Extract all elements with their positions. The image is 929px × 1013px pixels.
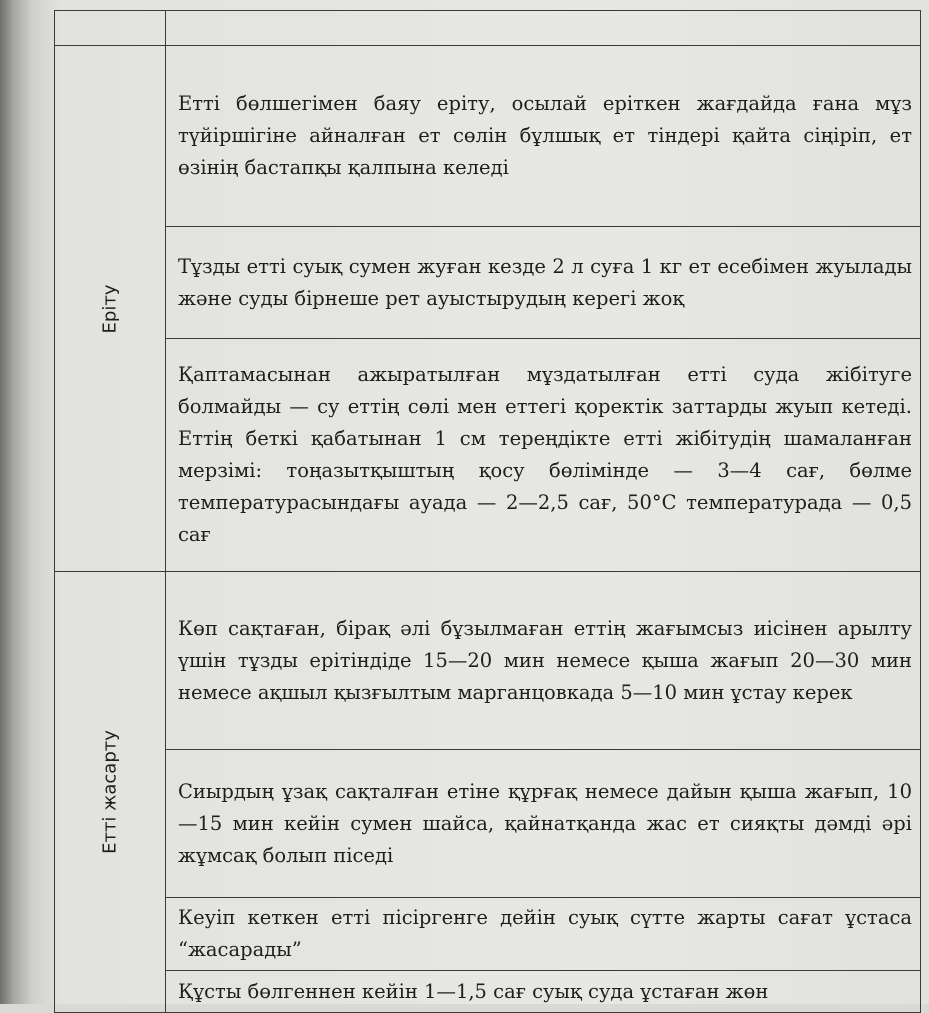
table-cell: Көп сақтаған, бірақ әлі бұзылмаған еттің жағымсыз иісінен арылту үшін тұзды ерітіндіде 15—20 мин немесе қыша жағып 20—30 мин немесе ақшыл қызғылтым марганцовкада 5—10 мин ұстау керек [166,572,921,750]
table-row [55,898,921,971]
table-row [55,339,921,572]
category-label-thawing: Еріту [99,284,121,333]
table-row [55,572,921,750]
table-row [55,971,921,1013]
table-cell: Етті бөлшегімен баяу еріту, осылай ерiткен жағдайда ғана мұз түйіршігіне айналған ет сөлін бұлшық ет тіндері қайта сіңіріп, ет өзінің бастапқы қалпына келеді [166,46,921,227]
category-cell-thawing [55,46,166,572]
table-row [55,46,921,227]
category-label-rejuvenating: Етті жасарту [99,730,121,854]
table-cell: Кеуіп кеткен етті пісіргенге дейін суық сүтте жарты сағат ұстаса “жасарады” [166,898,921,971]
table-row [55,750,921,898]
category-cell-rejuvenating [55,572,166,1013]
table-cell: Құсты бөлгеннен кейін 1—1,5 сағ суық суда ұстаған жөн [166,971,921,1013]
table-row [55,11,921,46]
table-row [55,227,921,339]
category-cell-blank [55,11,166,46]
table-cell: Сиырдың ұзақ сақталған етіне құрғақ немесе дайын қыша жағып, 10—15 мин кейін сумен шайса, қайнатқанда жас ет сияқты дәмді әрі жұмсақ болып піседі [166,750,921,898]
text-cell-blank [166,11,921,46]
instructions-table [54,10,921,1013]
table-cell: Тұзды етті суық сумен жуған кезде 2 л суға 1 кг ет есебімен жуылады және суды бірнеше рет ауыстырудың керегі жоқ [166,227,921,339]
table-cell: Қаптамасынан ажыратылған мұздатылған етті суда жібітуге болмайды — су еттің сөлі мен еттегі қоректік заттарды жуып кетеді. Еттің беткі қабатынан 1 см тереңдікте етті жібітудің шамаланған мерзімі: тоңазытқыштың қосу бөлімінде — 3—4 сағ, бөлме температурасындағы ауада — 2—2,5 сағ, 50°С температурада — 0,5 сағ [166,339,921,572]
